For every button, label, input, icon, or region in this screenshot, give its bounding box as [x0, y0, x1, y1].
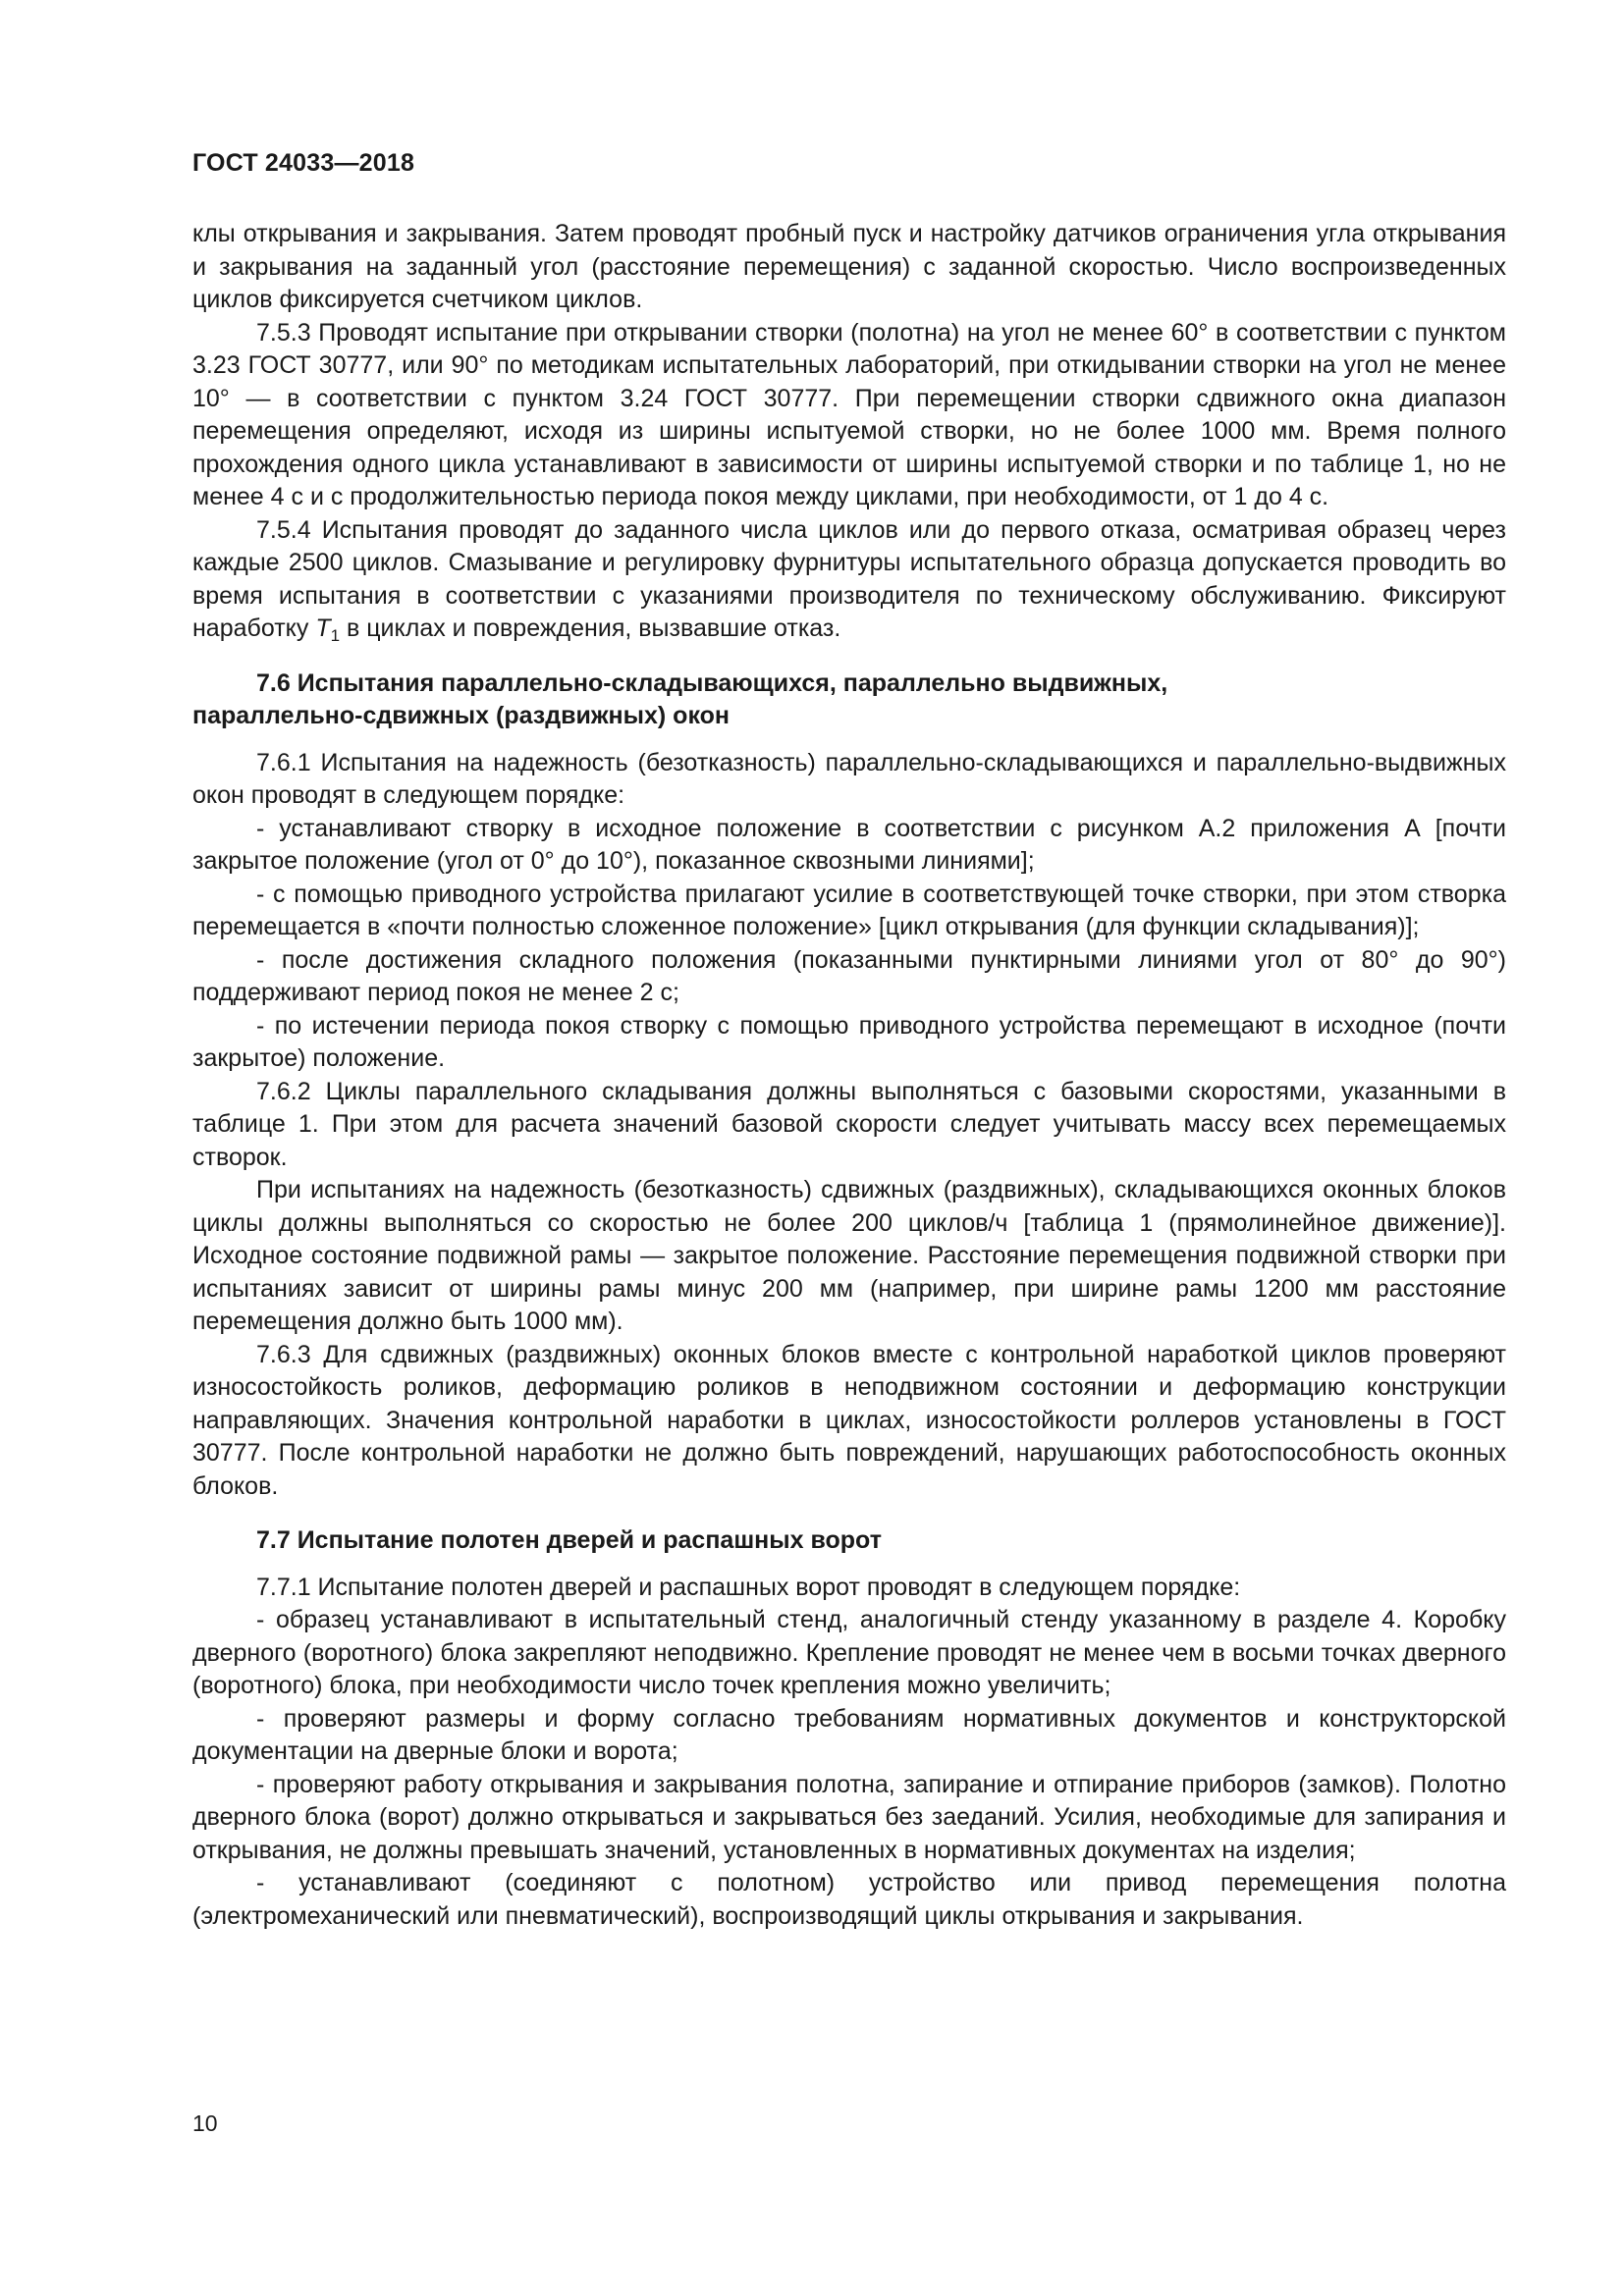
- paragraph-7-6-3: 7.6.3 Для сдвижных (раздвижных) оконных блоков вместе с контрольной наработкой циклов проверяют износостойкость роликов, деформацию роликов в неподвижном состоянии и деформацию конструкции направляющих. Значения контрольной наработки в циклах, износостойкости роллеров установлены в ГОСТ 30777. После контрольной наработки не должно быть повреждений, нарушающих работоспособность оконных блоков.: [192, 1340, 1506, 1500]
- paragraph-7-7-1: 7.7.1 Испытание полотен дверей и распашных ворот проводят в следующем порядке:: [256, 1573, 1241, 1601]
- paragraph-continuation: клы открывания и закрывания. Затем проводят пробный пуск и настройку датчиков ограничения угла открывания и закрывания на заданный угол (расстояние перемещения) с заданной скоростью. Число воспроизведенных циклов фиксируется счетчиком циклов.: [192, 220, 1506, 313]
- list-item: - устанавливают створку в исходное положение в соответствии с рисунком А.2 приложения А [почти закрытое положение (угол от 0° до 10°), показанное сквозными линиями];: [192, 814, 1506, 875]
- list-item: - с помощью приводного устройства прилагают усилие в соответствующей точке створки, при этом створка перемещается в «почти полностью сложенное положение» [цикл открывания (для функции складывания)];: [192, 880, 1506, 940]
- variable-subscript: 1: [330, 626, 341, 645]
- list-item: - устанавливают (соединяют с полотном) устройство или привод перемещения полотна (электромеханический или пневматический), воспроизводящий циклы открывания и закрывания.: [192, 1869, 1506, 1930]
- page-body: [192, 218, 1506, 1933]
- paragraph-7-6-1: 7.6.1 Испытания на надежность (безотказность) параллельно-складывающихся и параллельно-выдвижных окон проводят в следующем порядке:: [192, 748, 1506, 809]
- list-item: - по истечении периода покоя створку с помощью приводного устройства перемещают в исходное (почти закрытое) положение.: [192, 1011, 1506, 1072]
- list-item: - после достижения складного положения (показанными пунктирными линиями угол от 80° до 90°) поддерживают период покоя не менее 2 с;: [192, 945, 1506, 1006]
- paragraph-7-5-3: 7.5.3 Проводят испытание при открывании створки (полотна) на угол не менее 60° в соответствии с пунктом 3.23 ГОСТ 30777, или 90° по методикам испытательных лабораторий, при откидывании створки на угол не менее 10° — в соответствии с пунктом 3.24 ГОСТ 30777. При перемещении створки сдвижного окна диапазон перемещения определяют, исходя из ширины испытуемой створки, но не более 1000 мм. Время полного прохождения одного цикла устанавливают в зависимости от ширины испытуемой створки и по таблице 1, но не менее 4 с и с продолжительностью периода покоя между циклами, при необходимости, от 1 до 4 с.: [192, 318, 1506, 510]
- section-heading-7-6: [192, 667, 1506, 733]
- paragraph-7-6-2: 7.6.2 Циклы параллельного складывания должны выполняться с базовыми скоростями, указанными в таблице 1. При этом для расчета значений базовой скорости следует учитывать массу всех перемещаемых створок.: [192, 1077, 1506, 1171]
- section-heading-7-6-line2: параллельно-сдвижных (раздвижных) окон: [192, 702, 731, 729]
- document-header: ГОСТ 24033—2018: [192, 149, 415, 177]
- list-item: - проверяют размеры и форму согласно требованиям нормативных документов и конструкторской документации на дверные блоки и ворота;: [192, 1704, 1506, 1765]
- list-item: - образец устанавливают в испытательный стенд, аналогичный стенду указанному в разделе 4. Коробку дверного (воротного) блока закрепляют неподвижно. Крепление проводят не менее чем в восьми точках дверного (воротного) блока, при необходимости число точек крепления можно увеличить;: [192, 1606, 1506, 1699]
- section-heading-7-7: 7.7 Испытание полотен дверей и распашных ворот: [256, 1526, 882, 1554]
- variable-symbol: T: [315, 614, 331, 642]
- variable-t1: [315, 614, 341, 645]
- paragraph-7-5-4-text: 7.5.4 Испытания проводят до заданного числа циклов или до первого отказа, осматривая образец через каждые 2500 циклов. Смазывание и регулировку фурнитуры испытательного образца допускается проводить во время испытания в соответствии с указаниями производителя по техническому обслуживанию. Фиксируют наработку: [192, 515, 1506, 642]
- paragraph-7-5-4: [192, 514, 1506, 646]
- paragraph-sliding-tests: При испытаниях на надежность (безотказность) сдвижных (раздвижных), складывающихся оконных блоков циклы должны выполняться со скоростью не более 200 циклов/ч [таблица 1 (прямолинейное движение)]. Исходное состояние подвижной рамы — закрытое положение. Расстояние перемещения подвижной створки при испытаниях зависит от ширины рамы минус 200 мм (например, при ширине рамы 1200 мм расстояние перемещения должно быть 1000 мм).: [192, 1176, 1506, 1335]
- paragraph-7-5-4-tail: в циклах и повреждения, вызвавшие отказ.: [340, 614, 841, 642]
- section-heading-7-6-line1: 7.6 Испытания параллельно-складывающихся, параллельно выдвижных,: [256, 668, 1168, 697]
- page-number: 10: [192, 2110, 218, 2136]
- list-item: - проверяют работу открывания и закрывания полотна, запирание и отпирание приборов (замков). Полотно дверного блока (ворот) должно открываться и закрываться без заеданий. Усилия, необходимые для запирания и открывания, не должны превышать значений, установленных в нормативных документах на изделия;: [192, 1770, 1506, 1864]
